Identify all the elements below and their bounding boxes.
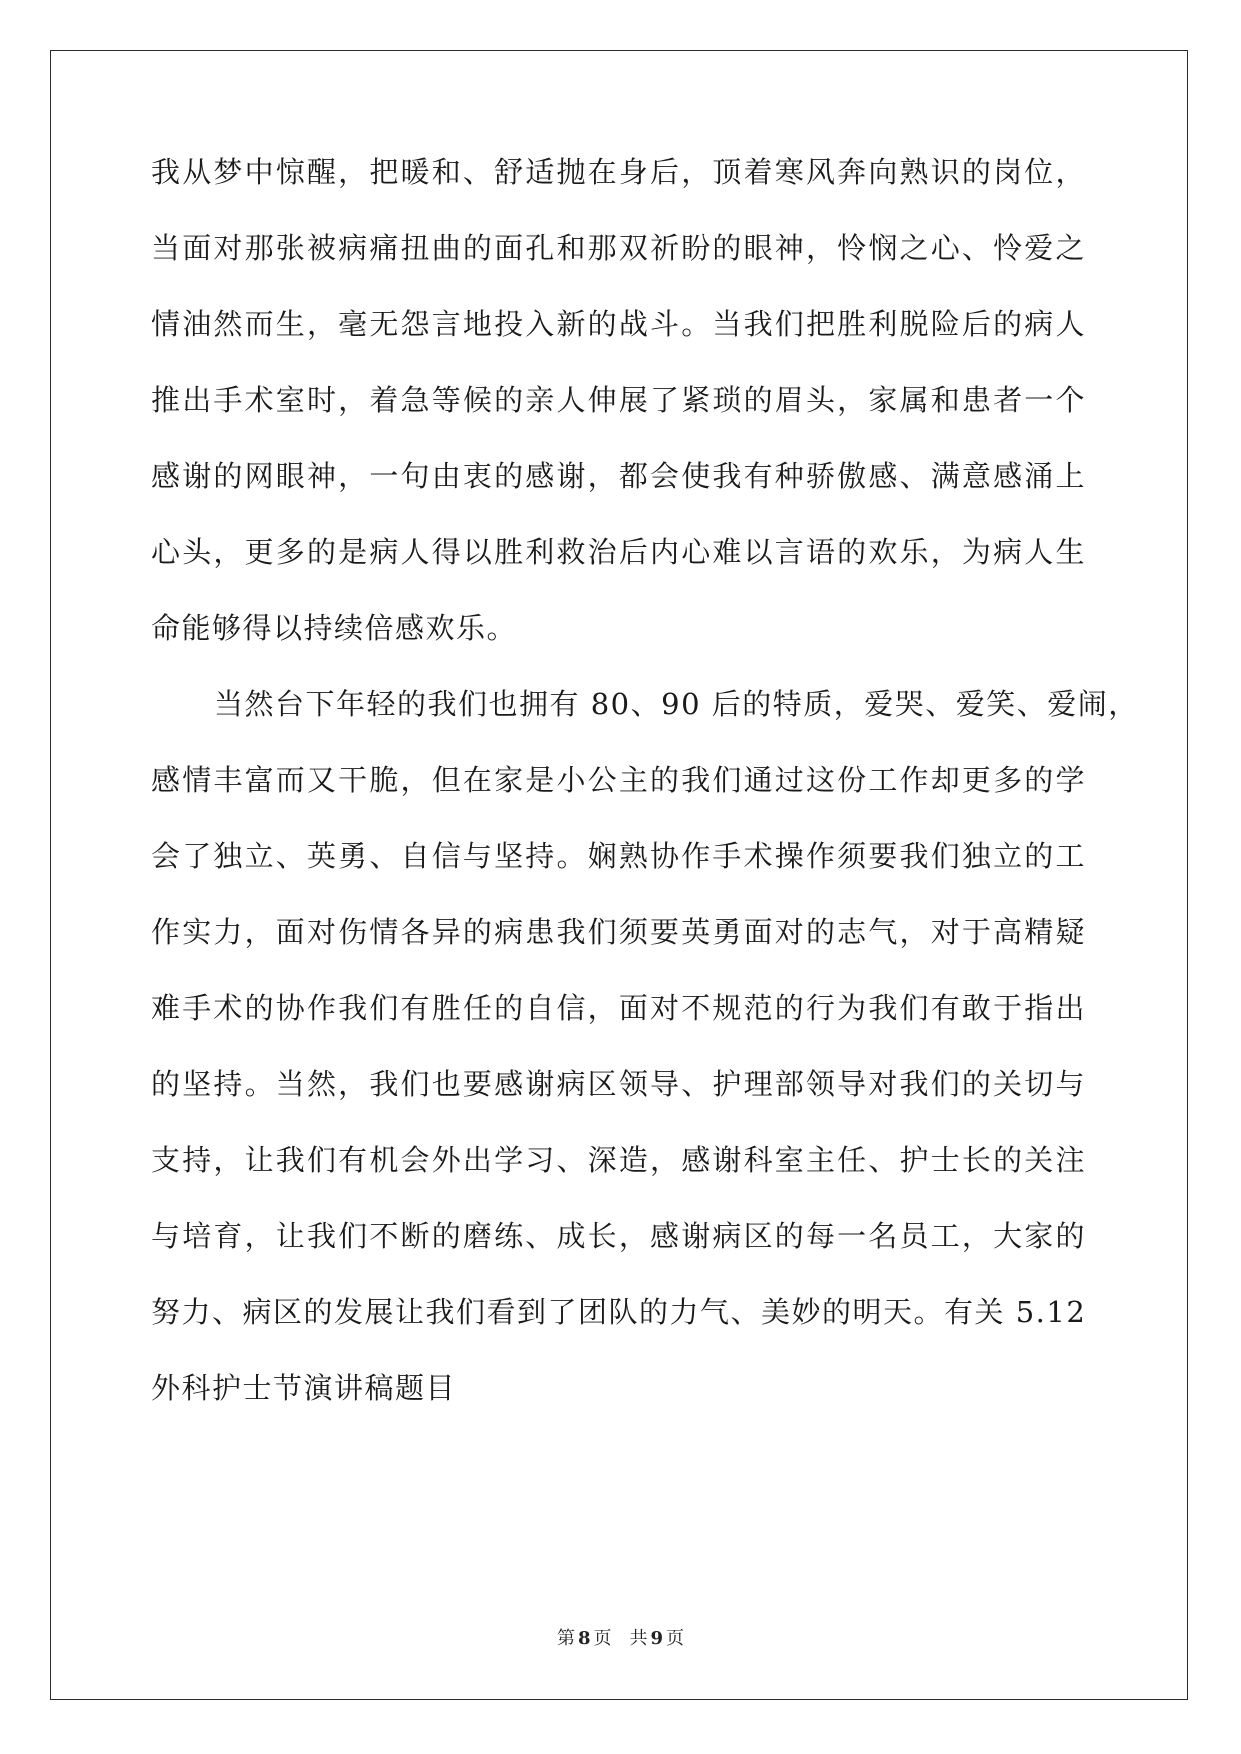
text-line: 感情丰富而又干脆，但在家是小公主的我们通过这份工作却更多的学 xyxy=(151,763,1086,797)
text-line: 心头，更多的是病人得以胜利救治后内心难以言语的欢乐，为病人生 xyxy=(151,535,1086,569)
text-line: 情油然而生，毫无怨言地投入新的战斗。当我们把胜利脱险后的病人 xyxy=(151,307,1086,341)
text-line: 与培育，让我们不断的磨练、成长，感谢病区的每一名员工，大家的 xyxy=(151,1219,1086,1253)
total-label-prefix: 共 xyxy=(629,1628,648,1649)
text-line: 当面对那张被病痛扭曲的面孔和那双祈盼的眼神，怜悯之心、怜爱之 xyxy=(151,231,1086,265)
text-line: 感谢的网眼神，一句由衷的感谢，都会使我有种骄傲感、满意感涌上 xyxy=(151,459,1086,493)
paragraph-first-line: 当然台下年轻的我们也拥有 80、90 后的特质，爱哭、爱笑、爱闹， xyxy=(214,687,1139,721)
text-line: 我从梦中惊醒，把暖和、舒适抛在身后，顶着寒风奔向熟识的岗位， xyxy=(151,155,1086,189)
text-line: 努力、病区的发展让我们看到了团队的力气、美妙的明天。有关 5.12 xyxy=(151,1295,1087,1329)
page-border xyxy=(50,50,1188,1700)
text-line: 难手术的协作我们有胜任的自信，面对不规范的行为我们有敢于指出 xyxy=(151,991,1086,1025)
page-number: 8 xyxy=(577,1628,591,1649)
total-label-suffix: 页 xyxy=(666,1628,685,1649)
text-line: 支持，让我们有机会外出学习、深造，感谢科室主任、护士长的关注 xyxy=(151,1143,1086,1177)
text-line: 会了独立、英勇、自信与坚持。娴熟协作手术操作须要我们独立的工 xyxy=(151,839,1086,873)
text-line: 的坚持。当然，我们也要感谢病区领导、护理部领导对我们的关切与 xyxy=(151,1067,1086,1101)
text-line: 外科护士节演讲稿题目 xyxy=(151,1371,457,1405)
text-line: 命能够得以持续倍感欢乐。 xyxy=(151,611,518,645)
text-line: 推出手术室时，着急等候的亲人伸展了紧琐的眉头，家属和患者一个 xyxy=(151,383,1086,417)
page-label-prefix: 第 xyxy=(556,1628,575,1649)
text-line: 作实力，面对伤情各异的病患我们须要英勇面对的志气，对于高精疑 xyxy=(151,915,1086,949)
page-footer xyxy=(0,1628,1241,1650)
page-label-suffix: 页 xyxy=(593,1628,612,1649)
total-pages: 9 xyxy=(650,1628,664,1649)
